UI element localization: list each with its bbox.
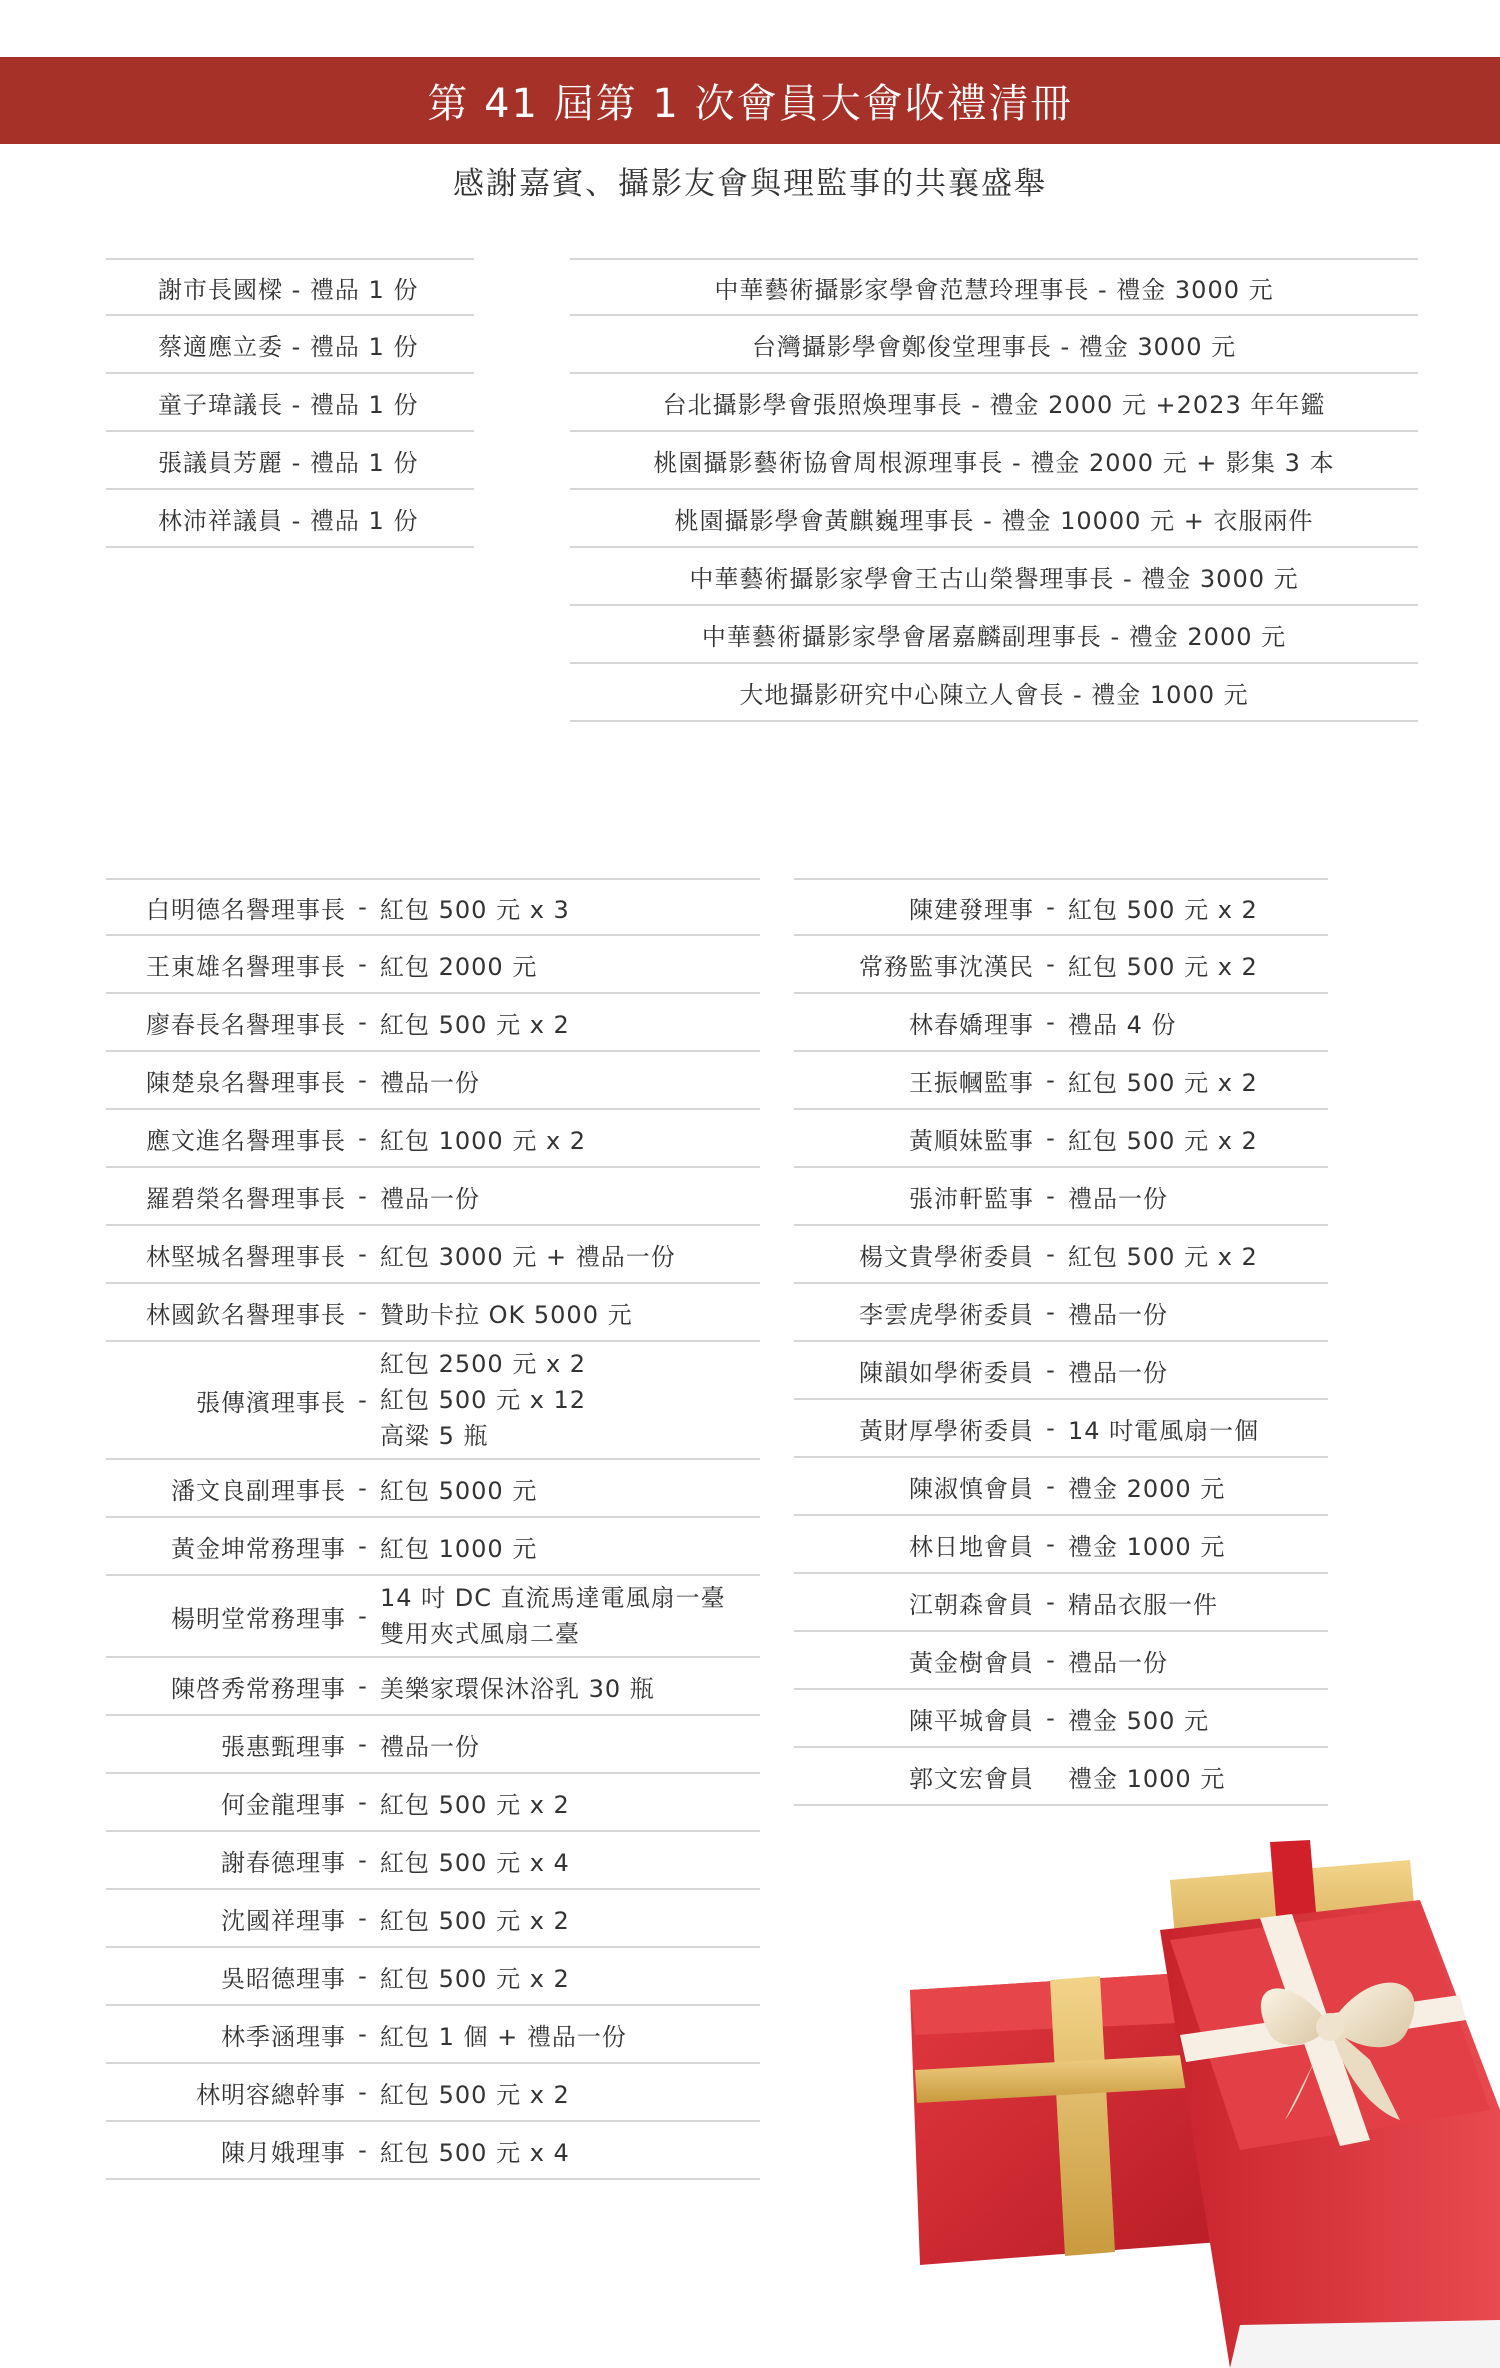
detail-line: 美樂家環保沐浴乳 30 瓶 xyxy=(380,1674,655,1703)
separator: - xyxy=(358,1066,368,1094)
director-name: 陳月娥理事 xyxy=(221,2138,346,2167)
director-item xyxy=(106,1948,760,2006)
detail-line: 紅包 500 元 x 2 xyxy=(380,1010,570,1039)
member-name: 陳平城會員 xyxy=(909,1706,1034,1735)
director-detail xyxy=(380,1346,760,1454)
member-name: 黃金樹會員 xyxy=(909,1648,1034,1677)
director-name: 白明德名譽理事長 xyxy=(146,895,346,924)
detail-line: 紅包 500 元 x 4 xyxy=(380,1848,570,1877)
member-name: 黃順妹監事 xyxy=(909,1126,1034,1155)
director-item xyxy=(106,1052,760,1110)
separator: - xyxy=(358,2136,368,2164)
member-name: 王振幗監事 xyxy=(909,1068,1034,1097)
member-detail: 紅包 500 元 x 2 xyxy=(1068,1242,1258,1271)
detail-line: 紅包 500 元 x 2 xyxy=(380,2080,570,2109)
gift-boxes-image xyxy=(900,1820,1500,2368)
separator: - xyxy=(358,1240,368,1268)
member-detail: 禮金 2000 元 xyxy=(1068,1474,1226,1503)
director-detail xyxy=(380,2133,760,2168)
separator: - xyxy=(358,1672,368,1700)
member-item xyxy=(794,1400,1328,1458)
director-item xyxy=(106,1460,760,1518)
director-detail xyxy=(380,2017,760,2052)
director-name: 林季涵理事 xyxy=(221,2022,346,2051)
director-detail xyxy=(380,1727,760,1762)
detail-line: 紅包 2500 元 x 2 xyxy=(380,1350,587,1378)
director-name: 張惠甄理事 xyxy=(221,1732,346,1761)
club-list xyxy=(570,258,1418,722)
detail-line: 紅包 2000 元 xyxy=(380,952,538,981)
director-detail xyxy=(380,1785,760,1820)
separator: - xyxy=(358,893,368,921)
director-item xyxy=(106,1832,760,1890)
separator: - xyxy=(358,1788,368,1816)
director-name: 沈國祥理事 xyxy=(221,1906,346,1935)
director-item xyxy=(106,1110,760,1168)
director-item xyxy=(106,1774,760,1832)
guest-item: 林沛祥議員 - 禮品 1 份 xyxy=(106,490,474,548)
member-name: 常務監事沈漢民 xyxy=(859,952,1034,981)
director-detail xyxy=(380,1179,760,1214)
director-detail xyxy=(380,1843,760,1878)
member-detail: 紅包 500 元 x 2 xyxy=(1068,1126,1258,1155)
member-detail: 紅包 500 元 x 2 xyxy=(1068,952,1258,981)
separator: - xyxy=(358,2078,368,2106)
director-item xyxy=(106,1168,760,1226)
separator: - xyxy=(358,950,368,978)
director-name: 王東雄名譽理事長 xyxy=(146,952,346,981)
director-detail xyxy=(380,1580,760,1652)
director-name: 羅碧榮名譽理事長 xyxy=(146,1184,346,1213)
director-name: 張傳濱理事長 xyxy=(196,1388,346,1417)
member-item xyxy=(794,1516,1328,1574)
guest-item: 謝市長國樑 - 禮品 1 份 xyxy=(106,258,474,316)
guest-item: 童子瑋議長 - 禮品 1 份 xyxy=(106,374,474,432)
separator: - xyxy=(1046,1124,1056,1152)
member-detail: 禮金 1000 元 xyxy=(1068,1764,1226,1793)
separator: - xyxy=(358,1182,368,1210)
member-name: 林日地會員 xyxy=(909,1532,1034,1561)
member-detail: 禮品一份 xyxy=(1068,1184,1168,1213)
separator: - xyxy=(358,1298,368,1326)
member-item xyxy=(794,936,1328,994)
separator: - xyxy=(1046,1066,1056,1094)
member-detail: 禮品一份 xyxy=(1068,1358,1168,1387)
director-item xyxy=(106,1342,760,1460)
director-detail xyxy=(380,1471,760,1506)
director-name: 應文進名譽理事長 xyxy=(146,1126,346,1155)
member-item xyxy=(794,1458,1328,1516)
member-detail: 禮品一份 xyxy=(1068,1648,1168,1677)
director-detail xyxy=(380,2075,760,2110)
director-item xyxy=(106,2122,760,2180)
club-item: 中華藝術攝影家學會屠嘉麟副理事長 - 禮金 2000 元 xyxy=(570,606,1418,664)
director-item xyxy=(106,878,760,936)
separator: - xyxy=(358,1474,368,1502)
separator: - xyxy=(358,1124,368,1152)
member-name: 陳韻如學術委員 xyxy=(859,1358,1034,1387)
director-item xyxy=(106,1658,760,1716)
director-item xyxy=(106,994,760,1052)
detail-line: 紅包 500 元 x 3 xyxy=(380,895,570,924)
director-detail xyxy=(380,1959,760,1994)
director-name: 楊明堂常務理事 xyxy=(171,1604,346,1633)
director-item xyxy=(106,1284,760,1342)
director-name: 林國欽名譽理事長 xyxy=(146,1300,346,1329)
director-detail xyxy=(380,890,760,925)
member-name: 黃財厚學術委員 xyxy=(859,1416,1034,1445)
club-item: 桃園攝影學會黃麒巍理事長 - 禮金 10000 元 + 衣服兩件 xyxy=(570,490,1418,548)
separator: - xyxy=(358,1730,368,1758)
club-item: 台灣攝影學會鄭俊堂理事長 - 禮金 3000 元 xyxy=(570,316,1418,374)
member-name: 楊文貴學術委員 xyxy=(859,1242,1034,1271)
member-item xyxy=(794,1690,1328,1748)
separator: - xyxy=(1046,1182,1056,1210)
director-detail xyxy=(380,1669,760,1704)
director-item xyxy=(106,2064,760,2122)
member-item xyxy=(794,1748,1328,1806)
separator: - xyxy=(358,1846,368,1874)
detail-line: 紅包 500 元 x 4 xyxy=(380,2138,570,2167)
separator: - xyxy=(1046,1356,1056,1384)
detail-line: 禮品一份 xyxy=(380,1068,480,1097)
member-name: 李雲虎學術委員 xyxy=(859,1300,1034,1329)
detail-line: 紅包 500 元 x 12 xyxy=(380,1386,587,1414)
member-item xyxy=(794,1342,1328,1400)
detail-line: 雙用夾式風扇二臺 xyxy=(380,1620,580,1648)
director-name: 黃金坤常務理事 xyxy=(171,1534,346,1563)
director-name: 林明容總幹事 xyxy=(196,2080,346,2109)
member-list xyxy=(794,878,1328,1806)
separator: - xyxy=(358,1602,368,1630)
club-item: 桃園攝影藝術協會周根源理事長 - 禮金 2000 元 + 影集 3 本 xyxy=(570,432,1418,490)
member-item xyxy=(794,994,1328,1052)
director-detail xyxy=(380,1901,760,1936)
detail-line: 14 吋 DC 直流馬達電風扇一臺 xyxy=(380,1584,726,1612)
separator: - xyxy=(1046,1008,1056,1036)
detail-line: 紅包 1000 元 x 2 xyxy=(380,1126,587,1155)
director-item xyxy=(106,1716,760,1774)
club-item: 台北攝影學會張照煥理事長 - 禮金 2000 元 +2023 年年鑑 xyxy=(570,374,1418,432)
guest-list xyxy=(106,258,474,548)
separator: - xyxy=(358,1532,368,1560)
member-detail: 紅包 500 元 x 2 xyxy=(1068,1068,1258,1097)
separator: - xyxy=(1046,1704,1056,1732)
separator: - xyxy=(1046,1298,1056,1326)
separator: - xyxy=(1046,1472,1056,1500)
member-item xyxy=(794,1574,1328,1632)
member-detail: 禮金 500 元 xyxy=(1068,1706,1210,1735)
detail-line: 紅包 500 元 x 2 xyxy=(380,1906,570,1935)
member-item xyxy=(794,1052,1328,1110)
director-detail xyxy=(380,1005,760,1040)
club-item: 大地攝影研究中心陳立人會長 - 禮金 1000 元 xyxy=(570,664,1418,722)
member-item xyxy=(794,878,1328,936)
separator: - xyxy=(1046,893,1056,921)
director-item xyxy=(106,2006,760,2064)
director-detail xyxy=(380,1121,760,1156)
separator: - xyxy=(1046,1530,1056,1558)
page-title: 第 41 屆第 1 次會員大會收禮清冊 xyxy=(427,81,1073,127)
director-name: 廖春長名譽理事長 xyxy=(146,1010,346,1039)
separator: - xyxy=(1046,1646,1056,1674)
director-item xyxy=(106,1226,760,1284)
detail-line: 紅包 500 元 x 2 xyxy=(380,1790,570,1819)
separator: - xyxy=(358,1904,368,1932)
separator: - xyxy=(1046,1240,1056,1268)
separator: - xyxy=(358,2020,368,2048)
detail-line: 高粱 5 瓶 xyxy=(380,1422,489,1450)
club-item: 中華藝術攝影家學會范慧玲理事長 - 禮金 3000 元 xyxy=(570,258,1418,316)
separator: - xyxy=(1046,1414,1056,1442)
member-detail: 禮品 4 份 xyxy=(1068,1010,1177,1039)
member-name: 郭文宏會員 xyxy=(909,1764,1034,1793)
detail-line: 紅包 3000 元 + 禮品一份 xyxy=(380,1242,676,1271)
member-item xyxy=(794,1110,1328,1168)
detail-line: 贊助卡拉 OK 5000 元 xyxy=(380,1300,633,1329)
director-detail xyxy=(380,947,760,982)
director-detail xyxy=(380,1295,760,1330)
member-item xyxy=(794,1168,1328,1226)
member-detail: 14 吋電風扇一個 xyxy=(1068,1416,1260,1445)
director-name: 陳楚泉名譽理事長 xyxy=(146,1068,346,1097)
director-list xyxy=(106,878,760,2180)
member-name: 張沛軒監事 xyxy=(909,1184,1034,1213)
director-name: 林堅城名譽理事長 xyxy=(146,1242,346,1271)
detail-line: 紅包 1 個 + 禮品一份 xyxy=(380,2022,627,2051)
member-name: 林春嬌理事 xyxy=(909,1010,1034,1039)
detail-line: 禮品一份 xyxy=(380,1732,480,1761)
page-subtitle: 感謝嘉賓、攝影友會與理監事的共襄盛舉 xyxy=(453,166,1047,202)
director-name: 陳啓秀常務理事 xyxy=(171,1674,346,1703)
detail-line: 紅包 500 元 x 2 xyxy=(380,1964,570,1993)
director-detail xyxy=(380,1063,760,1098)
detail-line: 禮品一份 xyxy=(380,1184,480,1213)
director-name: 潘文良副理事長 xyxy=(171,1476,346,1505)
club-item: 中華藝術攝影家學會王古山榮譽理事長 - 禮金 3000 元 xyxy=(570,548,1418,606)
guest-item: 張議員芳麗 - 禮品 1 份 xyxy=(106,432,474,490)
director-detail xyxy=(380,1529,760,1564)
member-item xyxy=(794,1632,1328,1690)
separator: - xyxy=(1046,950,1056,978)
separator: - xyxy=(358,1386,368,1414)
member-detail: 精品衣服一件 xyxy=(1068,1590,1218,1619)
director-item xyxy=(106,1576,760,1658)
member-detail: 禮金 1000 元 xyxy=(1068,1532,1226,1561)
member-item xyxy=(794,1226,1328,1284)
director-name: 吳昭德理事 xyxy=(221,1964,346,1993)
separator: - xyxy=(358,1962,368,1990)
member-detail: 紅包 500 元 x 2 xyxy=(1068,895,1258,924)
title-banner xyxy=(0,57,1500,144)
director-name: 何金龍理事 xyxy=(221,1790,346,1819)
guest-item: 蔡適應立委 - 禮品 1 份 xyxy=(106,316,474,374)
detail-line: 紅包 5000 元 xyxy=(380,1476,538,1505)
member-name: 陳建發理事 xyxy=(909,895,1034,924)
member-name: 陳淑慎會員 xyxy=(909,1474,1034,1503)
member-item xyxy=(794,1284,1328,1342)
director-item xyxy=(106,1890,760,1948)
member-detail: 禮品一份 xyxy=(1068,1300,1168,1329)
director-detail xyxy=(380,1237,760,1272)
detail-line: 紅包 1000 元 xyxy=(380,1534,538,1563)
director-item xyxy=(106,936,760,994)
separator: - xyxy=(1046,1588,1056,1616)
director-name: 謝春德理事 xyxy=(221,1848,346,1877)
director-item xyxy=(106,1518,760,1576)
member-name: 江朝森會員 xyxy=(909,1590,1034,1619)
separator: - xyxy=(358,1008,368,1036)
